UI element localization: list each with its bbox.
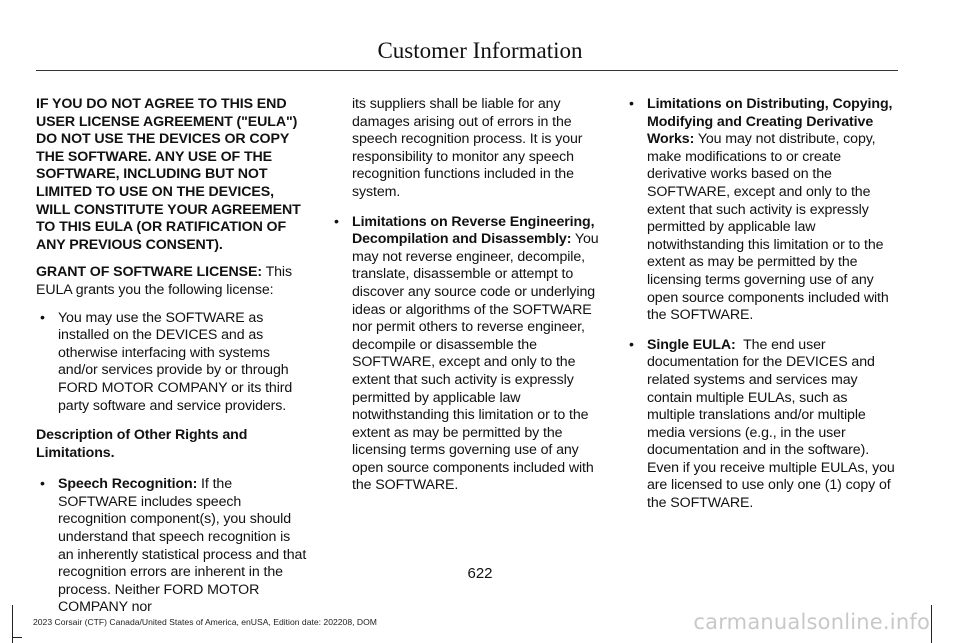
speech-heading: Speech Recognition:	[58, 476, 198, 493]
crop-mark	[12, 637, 22, 638]
grant-heading: GRANT OF SOFTWARE LICENSE:	[36, 264, 262, 281]
watermark: carmanualsonline.info	[693, 610, 930, 634]
header-divider	[36, 70, 898, 71]
list-item	[36, 310, 308, 416]
list-item	[625, 96, 897, 325]
grant-text: This EULA grants you the following license:	[36, 264, 292, 298]
footer-edition: 2023 Corsair (CTF) Canada/United States of America, enUSA, Edition date: 202208, DOM	[33, 617, 377, 627]
description-heading: Description of Other Rights and Limitations.	[36, 427, 248, 461]
distributing-heading: Limitations on Distributing, Copying, Modifying and Creating Derivative Works:	[647, 96, 893, 148]
grant-paragraph	[36, 264, 308, 299]
crop-mark	[931, 605, 932, 643]
single-eula-heading: Single EULA:	[647, 336, 736, 353]
page-number: 622	[467, 565, 493, 582]
column-2	[330, 96, 602, 507]
bullet-icon: •	[40, 476, 45, 493]
bullet-icon: •	[629, 336, 634, 353]
list-item-text: You may use the SOFTWARE as installed on the DEVICES and as otherwise interfacing with systems and/or services provide by or through FORD MOTOR COMPANY or its third party software and service providers.	[58, 309, 293, 414]
list-item	[625, 337, 897, 513]
page-title: Customer Information	[377, 38, 583, 63]
distributing-text: You may not distribute, copy, make modifications to or create derivative works based on the SOFTWARE, except and only to the extent that such activity is expressly permitted by applicable law notwithstanding this limitation or to the extent as may be permitted by the licensing terms governing use of any open source components included with the SOFTWARE.	[647, 131, 889, 324]
bullet-icon: •	[40, 309, 45, 326]
bullet-icon: •	[629, 96, 634, 112]
list-item	[330, 214, 602, 496]
reverse-engineering-text: You may not reverse engineer, decompile, translate, disassemble or attempt to discover any source code or underlying ideas or algorithms of the SOFTWARE nor permit others to reverse engineer, decompile or disassemble the SOFTWARE, except and only to the extent that such activity is expressly permitted by applicable law notwithstanding this limitation or to the extent as may be permitted by the licensing terms governing use of any open source components included with the SOFTWARE.	[352, 231, 599, 494]
column-3	[625, 96, 897, 525]
speech-continuation: its suppliers shall be liable for any damages arising out of errors in the speech recognition process. It is your responsibility to monitor any speech recognition functions included in the system.	[352, 96, 583, 200]
list-item	[36, 476, 308, 617]
speech-text: If the SOFTWARE includes speech recognition component(s), you should understand that speech recognition is an inherently statistical process and that recognition errors are inherent in the process. Neither FORD MOTOR COMPANY nor	[58, 476, 307, 616]
column-1	[36, 96, 308, 629]
eula-warning: IF YOU DO NOT AGREE TO THIS END USER LICENSE AGREEMENT ("EULA") DO NOT USE THE DEVICES OR COPY THE SOFTWARE. ANY USE OF THE SOFTWARE, INCLUDING BUT NOT LIMITED TO USE ON THE DEVICES, WILL CONSTITUTE YOUR AGREEMENT TO THIS EULA (OR RATIFICATION OF ANY PREVIOUS CONSENT).	[36, 96, 301, 253]
bullet-icon: •	[334, 213, 339, 230]
reverse-engineering-heading: Limitations on Reverse Engineering, Decompilation and Disassembly:	[352, 213, 595, 248]
single-eula-text: The end user documentation for the DEVICES and related systems and services may contain multiple EULAs, such as multiple translations and/or multiple media versions (e.g., in the user documentation and in the software). Even if you receive multiple EULAs, you are licensed to use only one (1) copy of the SOFTWARE.	[647, 336, 899, 512]
